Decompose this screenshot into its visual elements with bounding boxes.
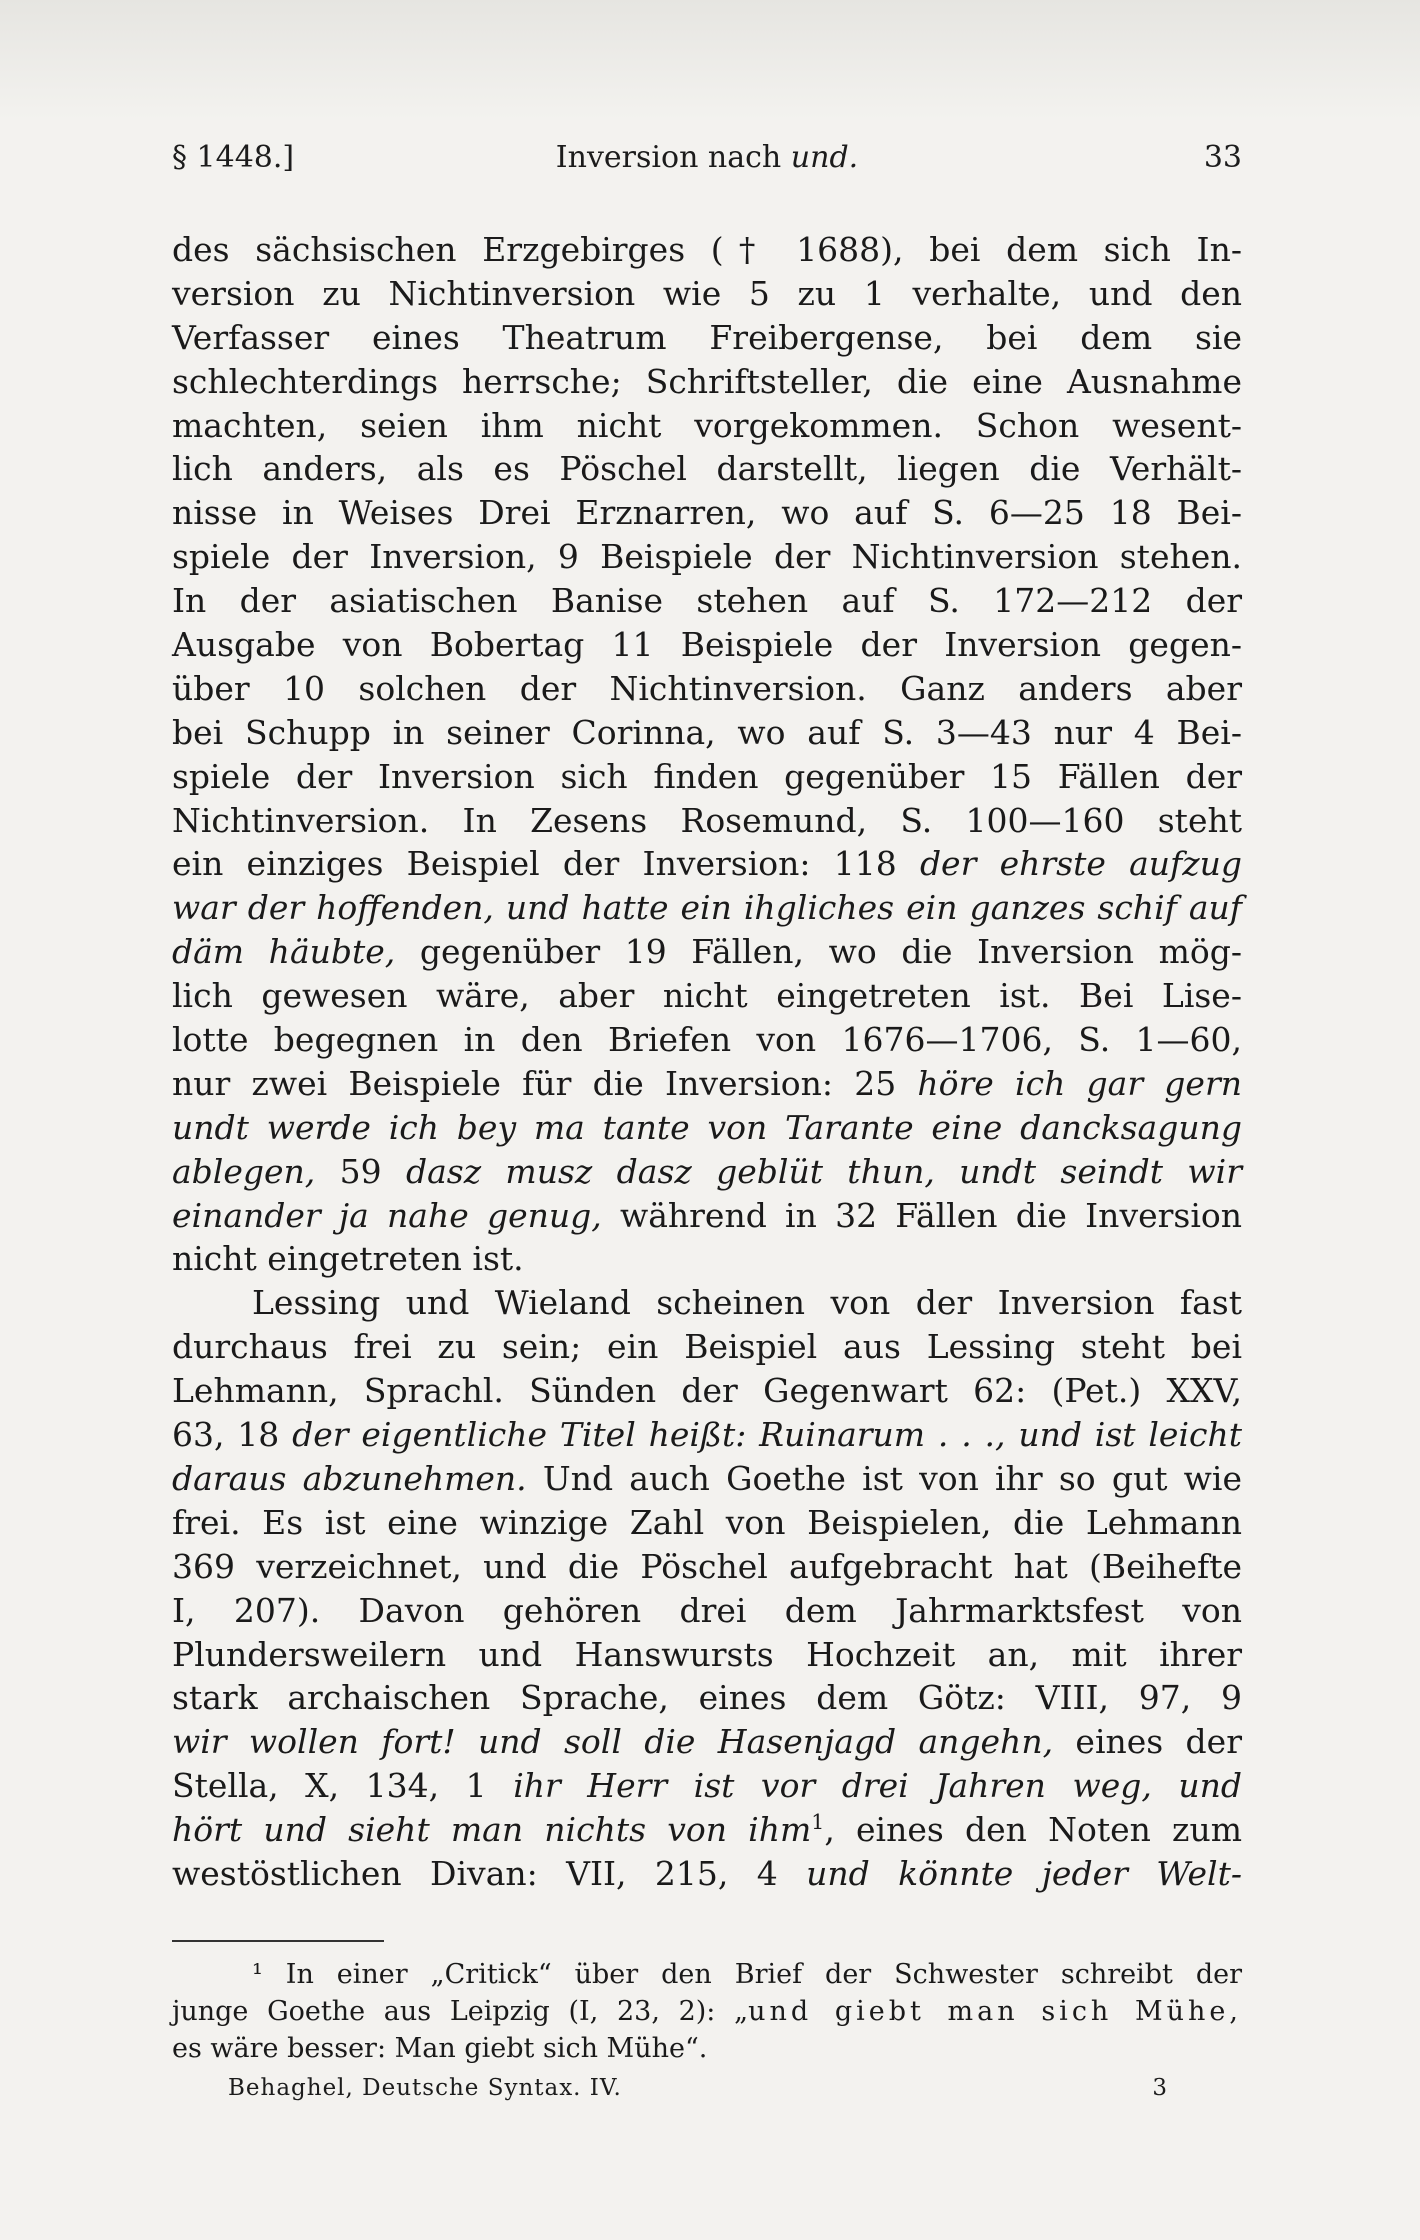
italic-quotation: war der hoffenden, und hatte ein ihgliches ein ganzes schif auf xyxy=(172,888,1242,928)
line-text: 63, 18 xyxy=(172,1415,293,1455)
header-title-prefix: Inversion nach xyxy=(555,140,791,175)
body-line xyxy=(172,1106,1242,1150)
body-line xyxy=(172,1150,1242,1194)
line-text: Lehmann, Sprachl. Sünden der Gegenwart 62: (Pet.) XXV, xyxy=(172,1371,1242,1411)
italic-quotation: dasz musz dasz geblüt thun, undt seindt wir xyxy=(405,1151,1242,1191)
line-text: machten, seien ihm nicht vorgekommen. Schon wesent- xyxy=(172,405,1242,445)
line-text: Stella, X, 134, 1 xyxy=(172,1766,514,1806)
line-text: eines der xyxy=(1053,1722,1242,1762)
body-line xyxy=(172,711,1242,755)
line-text: gegenüber 19 Fällen, wo die Inversion mög- xyxy=(395,932,1242,972)
line-text: Ausgabe von Bobertag 11 Beispiele der Inversion gegen- xyxy=(172,625,1242,665)
body-line xyxy=(172,1501,1242,1545)
line-text: Verfasser eines Theatrum Freibergense, bei dem sie xyxy=(172,317,1242,357)
body-line xyxy=(172,491,1242,535)
body-line xyxy=(172,1325,1242,1369)
body-line xyxy=(172,1764,1242,1808)
footer-sheet-number: 3 xyxy=(1152,2075,1168,2101)
body-line xyxy=(172,447,1242,491)
italic-quotation: hört und sieht man nichts von ihm xyxy=(172,1810,812,1850)
body-line xyxy=(172,1545,1242,1589)
body-line xyxy=(172,1457,1242,1501)
footnote-line-1: ¹ In einer „Critick“ über den Brief der Schwester schreibt der xyxy=(252,1959,1242,1990)
body-line xyxy=(172,974,1242,1018)
line-text: lich gewesen wäre, aber nicht eingetreten ist. Bei Lise- xyxy=(172,976,1242,1016)
line-text: Lessing und Wieland scheinen von der Inversion fast xyxy=(252,1283,1242,1323)
line-text: über 10 solchen der Nichtinversion. Ganz anders aber xyxy=(172,668,1242,708)
italic-quotation: einander ja nahe genug, xyxy=(172,1195,602,1235)
line-text: Und auch Goethe ist von ihr so gut wie xyxy=(526,1458,1243,1498)
italic-quotation: däm häubte, xyxy=(172,932,396,972)
body-line xyxy=(172,272,1242,316)
footnote-marker: 1 xyxy=(811,1810,825,1835)
line-text: westöstlichen Divan: VII, 215, 4 xyxy=(172,1853,807,1893)
line-text: In der asiatischen Banise stehen auf S. 172—212 der xyxy=(172,581,1242,621)
line-text: bei Schupp in seiner Corinna, wo auf S. 3—43 nur 4 Bei- xyxy=(172,712,1242,752)
body-line xyxy=(172,228,1242,272)
body-line xyxy=(172,360,1242,404)
italic-quotation: und könnte jeder Welt- xyxy=(806,1853,1242,1893)
line-text: 59 xyxy=(315,1151,406,1191)
line-text: ein einziges Beispiel der Inversion: 118 xyxy=(172,844,920,884)
line-text: durchaus frei zu sein; ein Beispiel aus Lessing steht bei xyxy=(172,1327,1242,1367)
line-text: I, 207). Davon gehören drei dem Jahrmarktsfest von xyxy=(172,1590,1242,1630)
footnote-line-2-text: junge Goethe aus Leipzig (I, 23, 2): „ xyxy=(172,1996,749,2027)
body-line xyxy=(172,930,1242,974)
line-text: nisse in Weises Drei Erznarren, wo auf S. 6—25 18 Bei- xyxy=(172,493,1242,533)
italic-quotation: ablegen, xyxy=(172,1151,316,1191)
italic-quotation: ihr Herr ist vor drei Jahren weg, und xyxy=(513,1766,1242,1806)
body-line xyxy=(172,1413,1242,1457)
line-text: , eines den Noten zum xyxy=(824,1810,1242,1850)
body-line xyxy=(172,1369,1242,1413)
line-text: spiele der Inversion, 9 Beispiele der Nichtinversion stehen. xyxy=(172,537,1242,577)
body-line xyxy=(172,579,1242,623)
line-text: nicht eingetreten ist. xyxy=(172,1239,524,1279)
italic-quotation: daraus abzunehmen. xyxy=(172,1458,527,1498)
body-line xyxy=(172,842,1242,886)
body-line xyxy=(172,1589,1242,1633)
body-line xyxy=(172,1237,1242,1281)
body-line xyxy=(172,886,1242,930)
footer-signature: Behaghel, Deutsche Syntax. IV. xyxy=(228,2075,622,2101)
body-line xyxy=(172,1676,1242,1720)
running-header xyxy=(172,140,1242,184)
page-footer xyxy=(228,2075,1168,2115)
body-line xyxy=(172,799,1242,843)
body-line xyxy=(172,1852,1242,1896)
scan-top-shadow xyxy=(0,0,1420,120)
line-text: lich anders, als es Pöschel darstellt, liegen die Verhält- xyxy=(172,449,1242,489)
body-line xyxy=(172,1808,1242,1852)
body-line xyxy=(172,1194,1242,1238)
body-line xyxy=(172,1281,1242,1325)
footnote xyxy=(172,1956,1242,2067)
line-text: version zu Nichtinversion wie 5 zu 1 verhalte, und den xyxy=(172,273,1242,313)
italic-quotation: undt werde ich bey ma tante von Tarante eine dancksagung xyxy=(172,1107,1242,1147)
italic-quotation: höre ich gar gern xyxy=(917,1063,1242,1103)
line-text: während in 32 Fällen die Inversion xyxy=(601,1195,1242,1235)
body-line xyxy=(172,623,1242,667)
line-text: 369 verzeichnet, und die Pöschel aufgebracht hat (Beihefte xyxy=(172,1546,1242,1586)
footnote-line-3: es wäre besser: Man giebt sich Mühe“. xyxy=(172,2033,708,2064)
line-text: stark archaischen Sprache, eines dem Götz: VIII, 97, 9 xyxy=(172,1678,1242,1718)
body-line xyxy=(172,535,1242,579)
line-text: frei. Es ist eine winzige Zahl von Beispielen, die Lehmann xyxy=(172,1502,1242,1542)
line-text: schlechterdings herrsche; Schriftsteller, die eine Ausnahme xyxy=(172,361,1242,401)
italic-quotation: wir wollen fort! und soll die Hasenjagd angehn, xyxy=(172,1722,1054,1762)
footnote-rule xyxy=(172,1940,384,1942)
italic-quotation: der eigentliche Titel heißt: Ruinarum . . ., und ist leicht xyxy=(292,1415,1243,1455)
line-text: lotte begegnen in den Briefen von 1676—1706, S. 1—60, xyxy=(172,1020,1242,1060)
line-text: Plundersweilern und Hanswursts Hochzeit an, mit ihrer xyxy=(172,1634,1242,1674)
header-page-number: 33 xyxy=(1203,140,1242,175)
body-line xyxy=(172,1018,1242,1062)
body-line xyxy=(172,667,1242,711)
body-line xyxy=(172,404,1242,448)
body-line xyxy=(172,316,1242,360)
header-title-italic: und. xyxy=(790,140,859,175)
body-text xyxy=(172,228,1242,1896)
line-text: des sächsischen Erzgebirges († 1688), bei dem sich In- xyxy=(172,230,1242,269)
footnote-spaced-quote: und giebt man sich Mühe, xyxy=(748,1996,1242,2027)
line-text: nur zwei Beispiele für die Inversion: 25 xyxy=(172,1063,918,1103)
italic-quotation: der ehrste aufzug xyxy=(919,844,1242,884)
body-line xyxy=(172,1720,1242,1764)
line-text: spiele der Inversion sich finden gegenüber 15 Fällen der xyxy=(172,756,1242,796)
footnote-line-2 xyxy=(172,1993,1242,2030)
body-line xyxy=(172,755,1242,799)
body-line xyxy=(172,1062,1242,1106)
body-line xyxy=(172,1633,1242,1677)
header-section: § 1448.] xyxy=(172,140,295,175)
header-title xyxy=(172,140,1242,175)
line-text: Nichtinversion. In Zesens Rosemund, S. 100—160 steht xyxy=(172,800,1242,840)
